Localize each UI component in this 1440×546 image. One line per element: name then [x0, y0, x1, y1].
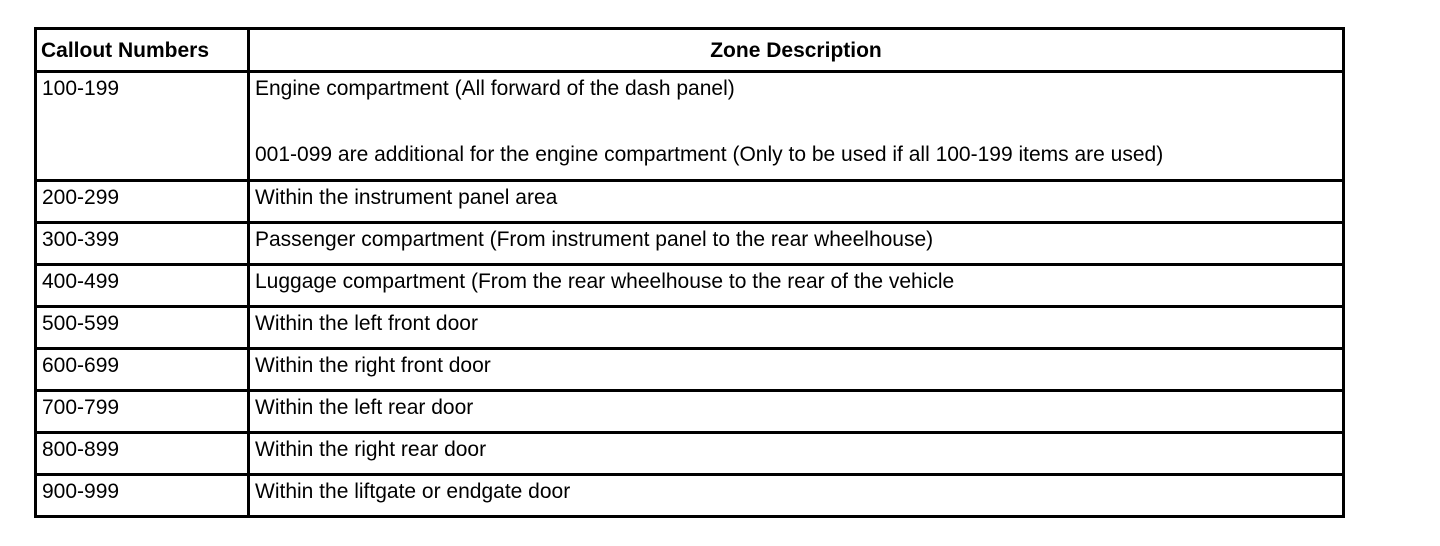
table-row: [36, 475, 1344, 517]
table-row: [36, 307, 1344, 349]
description-cell: Within the right front door: [249, 349, 1344, 391]
description-spacer: [255, 101, 1337, 143]
zone-table: [34, 27, 1345, 518]
table-row: [36, 223, 1344, 265]
description-note: 001-099 are additional for the engine compartment (Only to be used if all 100-199 items are used): [255, 143, 1164, 166]
description-cell: Within the liftgate or endgate door: [249, 475, 1344, 517]
table-row: [36, 72, 1344, 181]
table-row: [36, 181, 1344, 223]
callout-cell: 100-199: [36, 72, 249, 181]
table-row: [36, 433, 1344, 475]
table-header-row: [36, 29, 1344, 72]
callout-cell: 900-999: [36, 475, 249, 517]
callout-cell: 700-799: [36, 391, 249, 433]
callout-cell: 600-699: [36, 349, 249, 391]
description-cell: [249, 72, 1344, 181]
table-row: [36, 349, 1344, 391]
callout-cell: 300-399: [36, 223, 249, 265]
description-cell: Within the left front door: [249, 307, 1344, 349]
callout-cell: 400-499: [36, 265, 249, 307]
table-row: [36, 391, 1344, 433]
callout-cell: 200-299: [36, 181, 249, 223]
table-row: [36, 265, 1344, 307]
callout-cell: 800-899: [36, 433, 249, 475]
description-cell: Within the left rear door: [249, 391, 1344, 433]
header-zone-description: Zone Description: [249, 29, 1344, 72]
description-cell: Within the right rear door: [249, 433, 1344, 475]
description-cell: Passenger compartment (From instrument panel to the rear wheelhouse): [249, 223, 1344, 265]
description-text: Engine compartment (All forward of the dash panel): [255, 77, 735, 100]
description-cell: Within the instrument panel area: [249, 181, 1344, 223]
callout-cell: 500-599: [36, 307, 249, 349]
description-cell: Luggage compartment (From the rear wheelhouse to the rear of the vehicle: [249, 265, 1344, 307]
header-callout-numbers: Callout Numbers: [36, 29, 249, 72]
